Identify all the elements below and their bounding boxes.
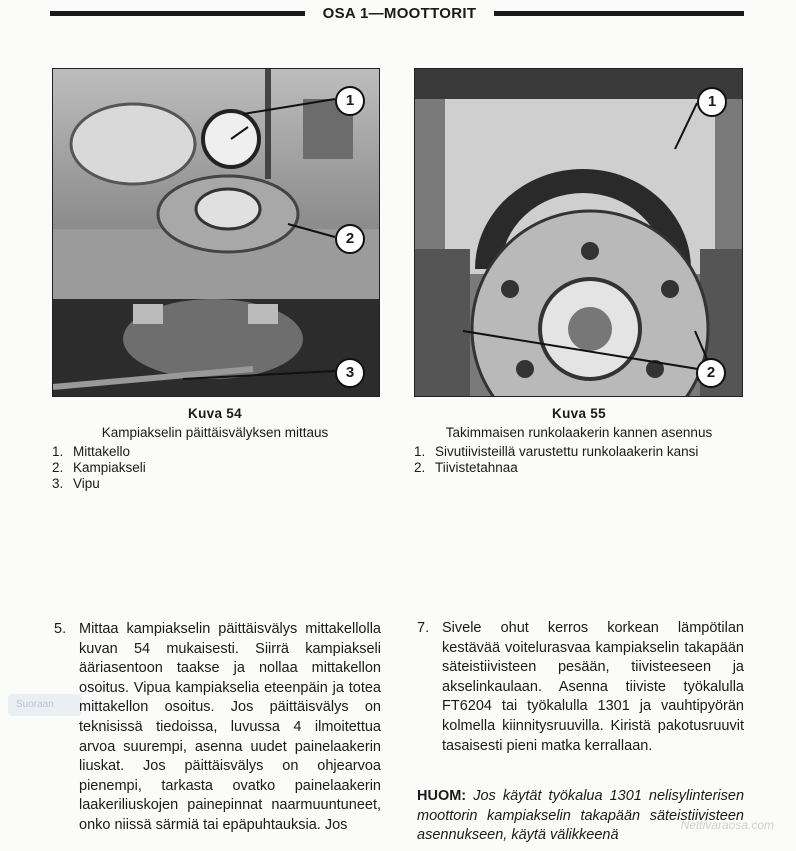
step-text: Sivele ohut kerros korkean lämpötilan kestävää voitelurasvaa kampiakselin takapään säteistiivisteen pesään, tiivisteeseen ja akselinkaulaan. Asenna tiiviste työkalulla FT6204 tai työkalulla 1301 ja vauhtipyörän kolmella kiinnitysruuvilla. Kiristä pakotusruuvit tasaisesti pieni matka kerrallaan. [442,620,744,754]
figure-subtitle: Kampiakselin päittäisvälyksen mittaus [101,425,329,440]
step-text: Mittaa kampiakselin päittäisvälys mittakellolla kuvan 54 mukaisesti. Siirrä kampiakseli ääriasentoon taakse ja nollaa mittakellon osoitus. Vipua kampiakselia eteenpäin ja totea mittakellon osoitus. Jos päittäisvälys on teknisissä tiedoissa, luvussa 4 ilmoitettua arvoa suurempi, asenna uudet painelaakerin liuskat. Jos päittäisvälys on ohjearvoa pienempi, tarkasta ovatko painelaakerin laakeriliuskojen painepinnat naarmuuntuneet, onko niissä särmiä tai epäpuhtauksia. Jos [79,621,381,833]
note [417,787,744,846]
legend-item: 1. Sivutiivisteillä varustettu runkolaakerin kansi [414,444,699,459]
note-label: HUOM: [417,788,467,804]
legend-list [52,444,378,492]
legend-item: 1. Mittakello [52,444,131,459]
figure-55-photo [414,68,743,397]
callout-2: 2 [335,224,365,254]
figure-title: Kuva 55 [552,406,606,421]
legend-item: 2. Kampiakseli [52,460,146,475]
page-header [50,4,744,24]
page-title: OSA 1—MOOTTORIT [322,5,477,22]
watermark-chip: Suoraan [8,694,82,716]
legend-list [414,444,744,476]
step-number: 5. [54,621,67,637]
callout-2: 2 [696,358,726,388]
callout-3: 3 [335,358,365,388]
site-watermark: Nettivaraosa.com [680,818,774,832]
header-rule-right [494,11,744,16]
callout-1: 1 [335,86,365,116]
header-rule-left [50,11,305,16]
figure-title: Kuva 54 [188,406,242,421]
figure-55-caption [414,406,744,476]
figure-54-caption [52,406,378,492]
figure-54-photo [52,68,380,397]
note-text: Jos käytät työkalua 1301 nelisylinterisen moottorin kampiakselin takapään säteistiivisteen asennukseen, käytä välikkeenä [417,788,745,844]
callout-1: 1 [697,87,727,117]
legend-item: 3. Vipu [52,476,100,491]
figure-subtitle: Takimmaisen runkolaakerin kannen asennus [445,425,713,440]
step-number: 7. [417,620,430,636]
legend-item: 2. Tiivistetahnaa [414,460,518,475]
